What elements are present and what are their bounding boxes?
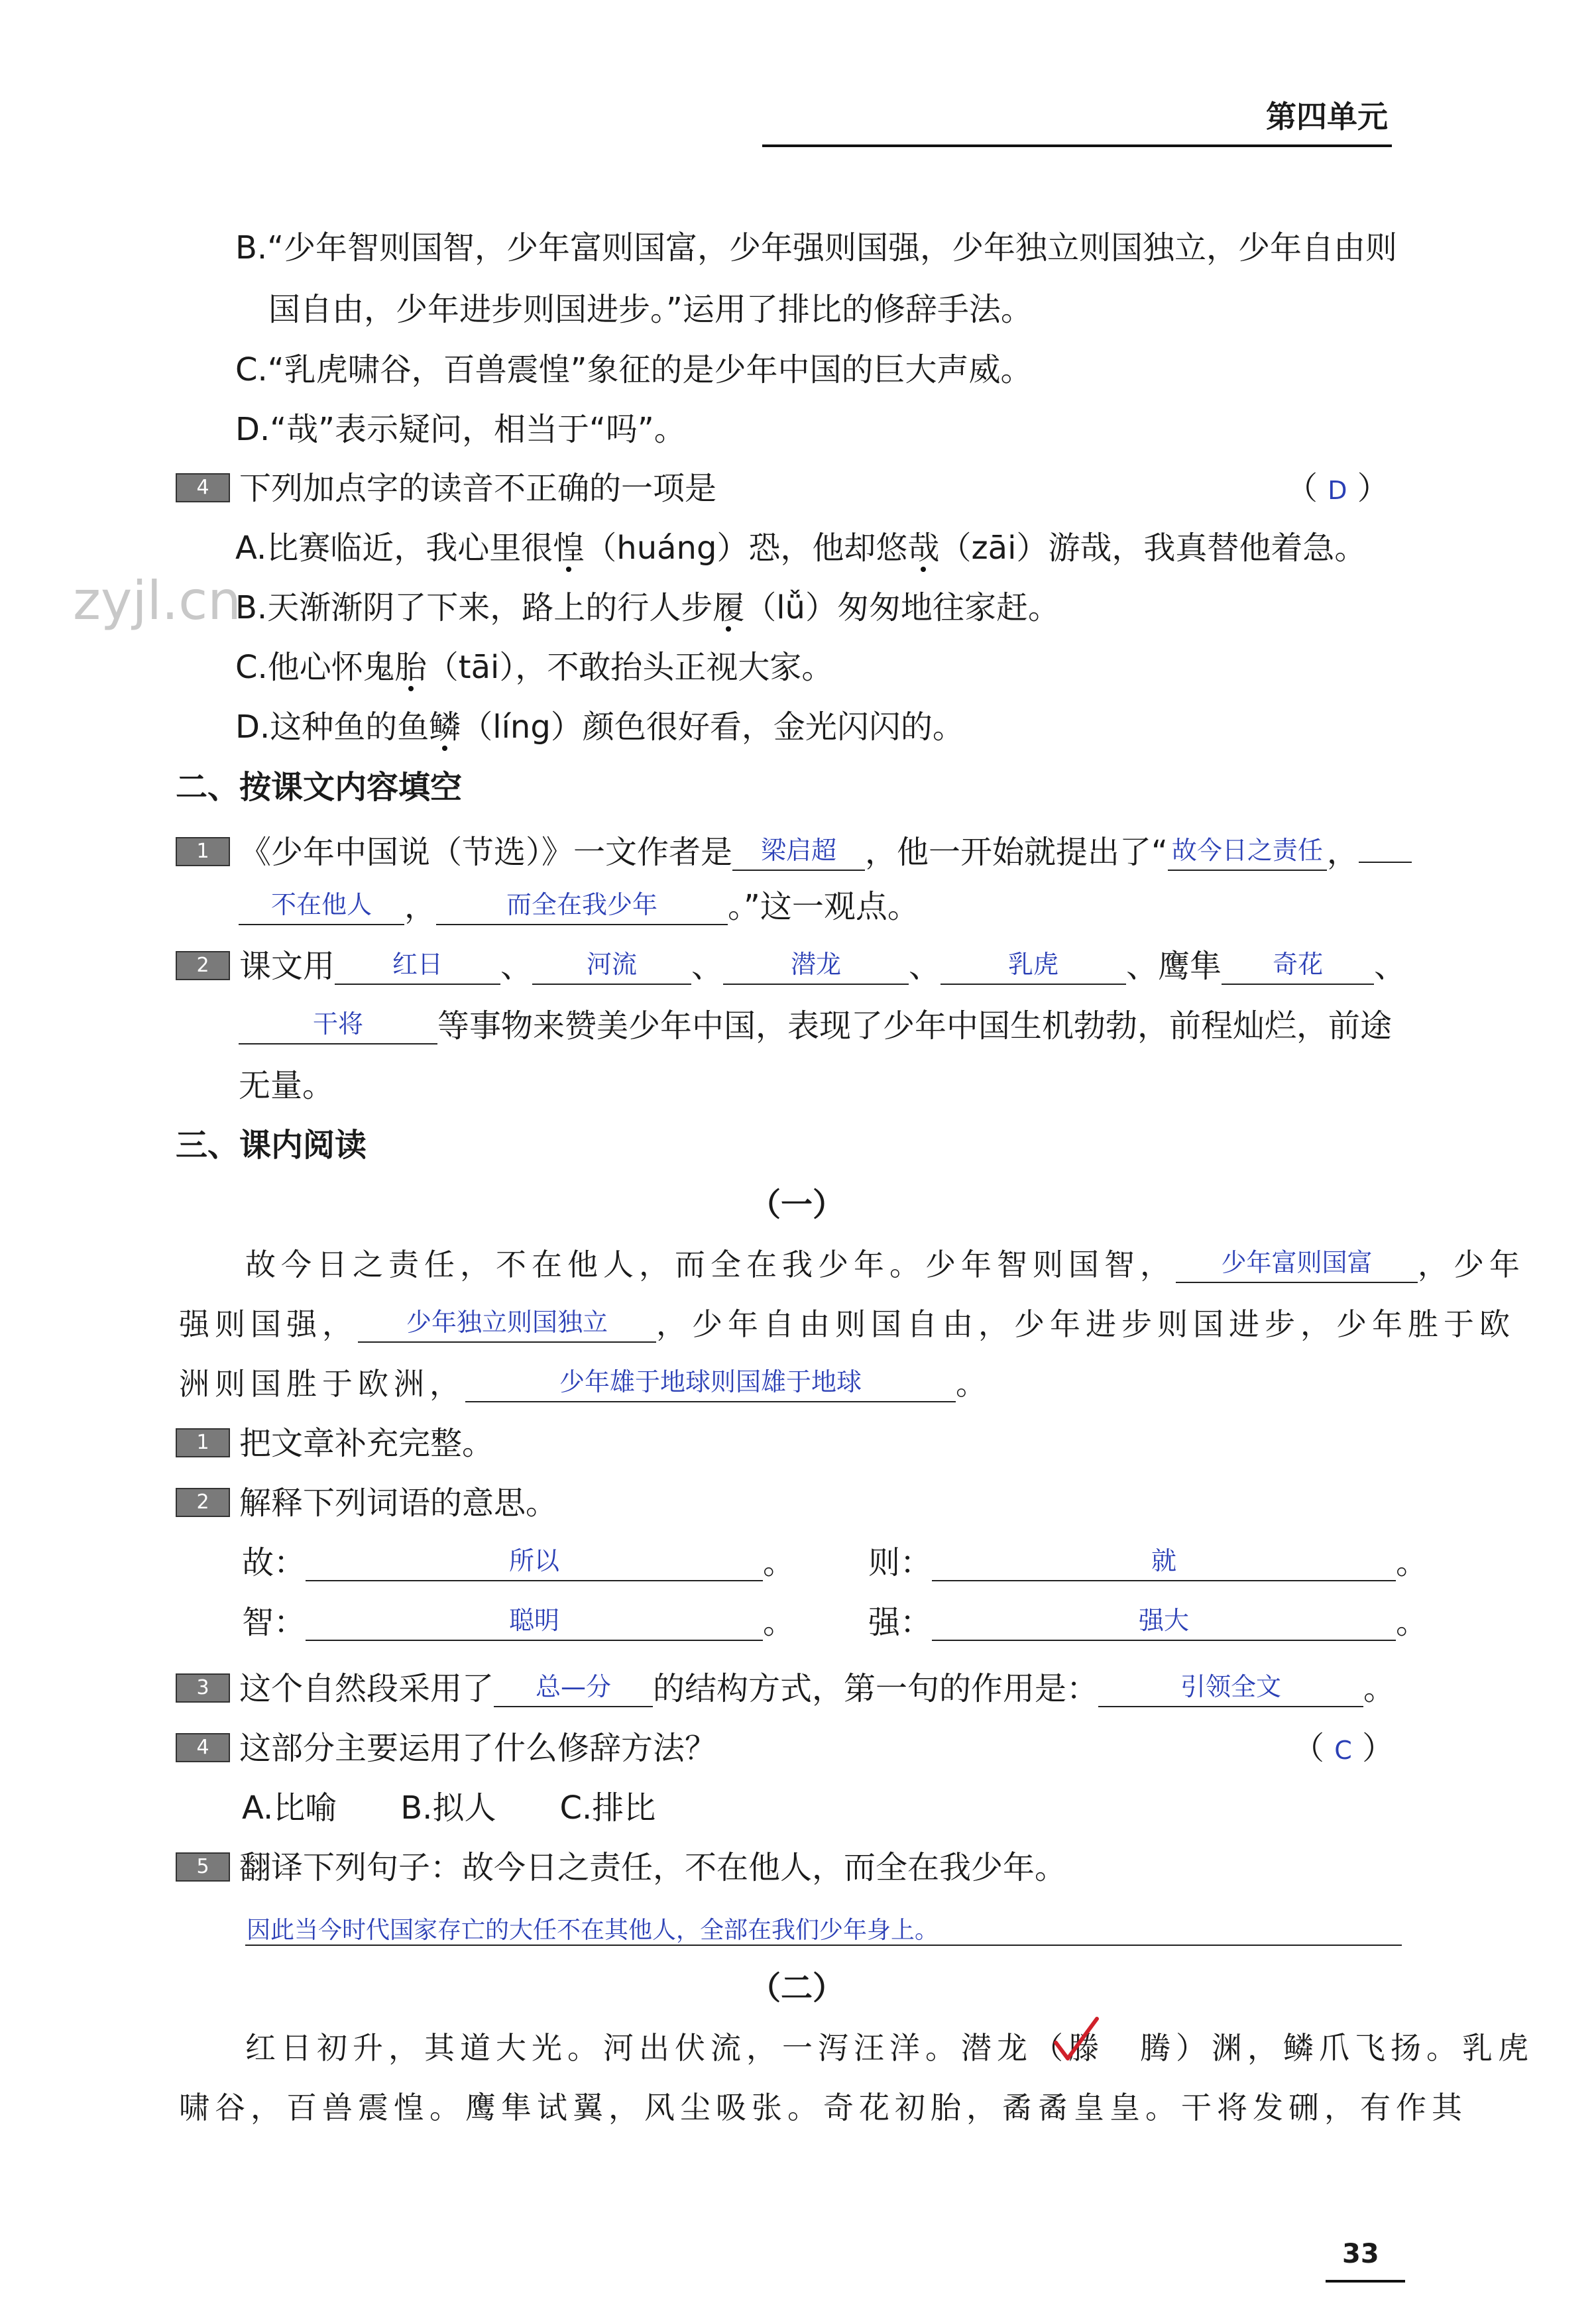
q4-b-pre: B.天渐渐阴了下来，路上的行人步 — [235, 589, 713, 626]
passage-answer-3: 少年雄于地球则国雄于地球 — [559, 1367, 862, 1396]
sep: 、 — [1374, 948, 1406, 985]
meaning-answer: 所以 — [509, 1546, 560, 1575]
word-label: 则： — [868, 1544, 933, 1581]
question-number-badge: 4 — [176, 1733, 230, 1762]
part-1-title: （一） — [749, 1186, 845, 1223]
s3-q4 — [176, 1728, 716, 1768]
s2-q2-line2 — [239, 1006, 1392, 1046]
dotted-char: 鳞 — [429, 708, 461, 746]
passage-answer-2: 少年独立则国独立 — [406, 1308, 608, 1337]
passage1-line3 — [179, 1364, 992, 1404]
meaning-answer: 强大 — [1139, 1606, 1190, 1635]
passage-blank-3[interactable] — [465, 1367, 956, 1402]
symbol-answer-5: 奇花 — [1273, 950, 1324, 979]
question-number-badge: 1 — [176, 1428, 230, 1457]
q4-stem: 下列加点字的读音不正确的一项是 — [239, 470, 717, 507]
s2-q1-comma: ， — [1326, 834, 1359, 871]
check-mark-icon — [1051, 2015, 1104, 2068]
passage-answer-1: 少年富则国富 — [1221, 1248, 1373, 1277]
q3-option-b-line2: 国自由，少年进步则国进步。”运用了排比的修辞手法。 — [268, 291, 1033, 328]
s3-q3-pre: 这个自然段采用了 — [239, 1670, 494, 1707]
viewpoint-blank-1[interactable] — [1168, 835, 1327, 871]
watermark: zyjl.cn — [73, 570, 241, 632]
function-answer: 引领全文 — [1180, 1672, 1282, 1701]
symbol-blank-6[interactable] — [239, 1009, 437, 1045]
q3-option-d: D.“哉”表示疑问，相当于“吗”。 — [235, 411, 686, 448]
header-rule — [762, 144, 1392, 147]
viewpoint-blank-3[interactable] — [436, 889, 728, 925]
viewpoint-answer-1: 故今日之责任 — [1171, 836, 1323, 865]
s2-q1-post: 。”这一观点。 — [728, 888, 919, 925]
q4-a-pre: A.比赛临近，我心里很 — [235, 530, 553, 567]
p3-pre: 洲则国胜于欧洲， — [179, 1366, 465, 1402]
dotted-char: 惶 — [553, 530, 585, 567]
s2-q1-comma2: ， — [404, 888, 437, 925]
q4-d-pre: D.这种鱼的鱼 — [235, 708, 429, 746]
s3-q2 — [176, 1483, 557, 1523]
word-gu — [242, 1543, 795, 1583]
question-number-badge: 4 — [176, 473, 230, 502]
s3-q2-text: 解释下列词语的意思。 — [239, 1485, 558, 1522]
s2-q2-line1 — [176, 946, 1406, 986]
word-qiang — [868, 1603, 1428, 1642]
q4-c-post: （tāi），不敢抬头正视大家。 — [426, 649, 834, 686]
symbol-answer-1: 红日 — [392, 950, 443, 979]
q4-question — [176, 469, 716, 508]
period: 。 — [763, 1604, 795, 1641]
symbol-blank-2[interactable] — [532, 949, 691, 985]
s3-q3-mid: 的结构方式，第一句的作用是： — [653, 1670, 1099, 1707]
word-zhi — [242, 1603, 795, 1642]
p2-pre: 强则国强， — [179, 1306, 358, 1342]
passage1-line1 — [245, 1245, 1525, 1284]
s2-q1-mid: ，他一开始就提出了“ — [865, 834, 1168, 871]
p2-post: ，少年自由则国自由，少年进步则国进步，少年胜于欧 — [656, 1306, 1515, 1342]
meaning-blank-ze[interactable] — [932, 1546, 1396, 1581]
q4-option-a — [235, 528, 1366, 568]
question-number-badge: 1 — [176, 837, 230, 866]
symbol-blank-4[interactable] — [940, 949, 1126, 985]
viewpoint-answer-2: 不在他人 — [270, 890, 372, 919]
q4-a-post: （zāi）游哉，我真替他着急。 — [939, 530, 1367, 567]
structure-answer: 总—分 — [536, 1672, 612, 1701]
s2-q2-pre: 课文用 — [239, 948, 335, 985]
period: 。 — [763, 1544, 795, 1581]
viewpoint-blank-1-tail[interactable] — [1359, 827, 1412, 863]
period: 。 — [1396, 1604, 1428, 1641]
symbol-blank-3[interactable] — [723, 949, 909, 985]
dotted-char: 哉 — [907, 530, 940, 567]
section-2-title: 二、按课文内容填空 — [176, 769, 463, 806]
q3-option-c: C.“乳虎啸谷，百兽震惶”象征的是少年中国的巨大声威。 — [235, 351, 1033, 388]
q3-option-b-line1: B.“少年智则国智，少年富则国富，少年强则国强，少年独立则国独立，少年自由则 — [235, 229, 1398, 266]
passage2-line2: 啸谷，百兽震惶。鹰隼试翼，风尘吸张。奇花初胎，矞矞皇皇。干将发硎，有作其 — [179, 2090, 1467, 2125]
structure-blank[interactable] — [494, 1671, 653, 1707]
viewpoint-blank-2[interactable] — [239, 889, 404, 925]
meaning-answer: 聪明 — [509, 1606, 560, 1635]
q4-b-post: （lǚ）匆匆地往家赶。 — [744, 589, 1060, 626]
s3-q4-text: 这部分主要运用了什么修辞方法？ — [239, 1730, 717, 1767]
s2-q1-line2 — [239, 887, 919, 927]
question-number-badge: 2 — [176, 951, 230, 980]
author-blank[interactable] — [732, 835, 865, 871]
p1-post: ，少年 — [1418, 1247, 1525, 1282]
s3-q3-post: 。 — [1363, 1670, 1396, 1707]
p3-post: 。 — [956, 1366, 992, 1402]
translation-answer: 因此当今时代国家存亡的大任不在其他人，全部在我们少年身上。 — [247, 1917, 939, 1944]
meaning-blank-gu[interactable] — [306, 1546, 763, 1581]
symbol-blank-5[interactable] — [1222, 949, 1374, 985]
period: 。 — [1396, 1544, 1428, 1581]
meaning-blank-zhi[interactable] — [306, 1605, 763, 1641]
s2-q2-mid: 、鹰隼 — [1126, 948, 1222, 985]
function-blank[interactable] — [1098, 1671, 1363, 1707]
meaning-answer: 就 — [1151, 1546, 1177, 1575]
q4-option-d — [235, 707, 964, 747]
word-ze — [868, 1543, 1428, 1583]
dotted-char: 胎 — [394, 649, 427, 686]
author-answer: 梁启超 — [761, 836, 837, 865]
part-2-title: （二） — [749, 1970, 845, 2007]
s3-q1-text: 把文章补充完整。 — [239, 1425, 494, 1462]
passage-blank-1[interactable] — [1176, 1247, 1418, 1283]
sep: 、 — [691, 948, 724, 985]
symbol-answer-3: 潜龙 — [791, 950, 842, 979]
passage1-line2 — [179, 1304, 1515, 1344]
sep: 、 — [909, 948, 941, 985]
s2-q2-post: 等事物来赞美少年中国，表现了少年中国生机勃勃，前程灿烂，前途 — [437, 1007, 1393, 1045]
s2-q1-line1 — [176, 827, 1412, 872]
s3-q3 — [176, 1669, 1395, 1709]
question-number-badge: 3 — [176, 1673, 230, 1703]
s3-q4-answer-paren: （ C ） — [1292, 1730, 1395, 1767]
q4-c-pre: C.他心怀鬼 — [235, 649, 395, 686]
unit-title: 第四单元 — [1266, 99, 1388, 135]
meaning-blank-qiang[interactable] — [932, 1605, 1396, 1641]
viewpoint-answer-3: 而全在我少年 — [506, 890, 658, 919]
s2-q1-pre: 《少年中国说（节选）》一文作者是 — [239, 834, 733, 871]
word-label: 智： — [242, 1604, 306, 1641]
page-number-rule — [1326, 2280, 1405, 2283]
symbol-answer-4: 乳虎 — [1008, 950, 1059, 979]
q4-answer: D — [1328, 476, 1347, 505]
q4-d-post: （líng）颜色很好看，金光闪闪的。 — [461, 708, 964, 746]
passage2-line1: 红日初升，其道大光。河出伏流，一泻汪洋。潜龙（滕 腾）渊，鳞爪飞扬。乳虎 — [245, 2030, 1534, 2066]
s2-q2-line3: 无量。 — [239, 1067, 335, 1104]
q4-a-mid: （huáng）恐，他却悠 — [585, 530, 908, 567]
s3-q1 — [176, 1424, 494, 1463]
s3-q4-options: A.比喻 B.拟人 C.排比 — [242, 1789, 656, 1827]
translation-answer-line[interactable] — [245, 1909, 1402, 1946]
section-3-title: 三、课内阅读 — [176, 1127, 367, 1164]
word-label: 强： — [868, 1604, 933, 1641]
p1-pre: 故今日之责任，不在他人，而全在我少年。少年智则国智， — [245, 1247, 1176, 1282]
s3-q5-text: 翻译下列句子：故今日之责任，不在他人，而全在我少年。 — [239, 1849, 1067, 1886]
dotted-char: 履 — [712, 589, 745, 626]
q4-answer-paren: （ D ） — [1286, 470, 1389, 507]
page-number: 33 — [1342, 2239, 1379, 2269]
question-number-badge: 2 — [176, 1488, 230, 1517]
symbol-blank-1[interactable] — [335, 949, 500, 985]
q4-option-c — [235, 648, 833, 687]
symbol-answer-2: 河流 — [587, 950, 638, 979]
s3-q5 — [176, 1848, 1066, 1888]
symbol-answer-6: 干将 — [312, 1009, 363, 1039]
s3-q4-answer: C — [1334, 1736, 1352, 1765]
word-label: 故： — [242, 1544, 306, 1581]
sep: 、 — [500, 948, 533, 985]
question-number-badge: 5 — [176, 1852, 230, 1882]
passage-blank-2[interactable] — [358, 1307, 656, 1343]
q4-option-b — [235, 588, 1060, 628]
